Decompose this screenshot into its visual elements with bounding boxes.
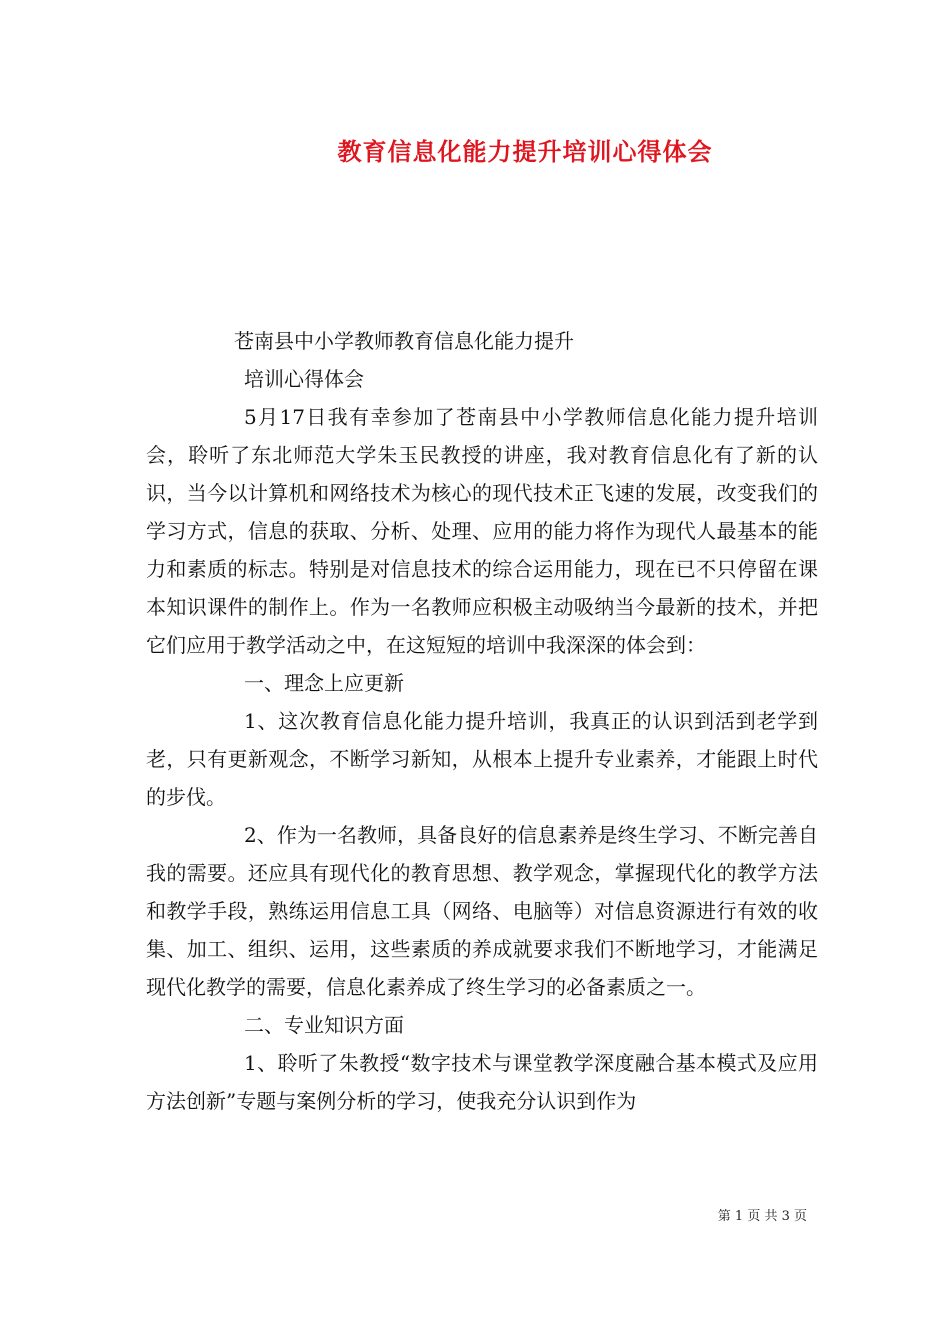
subtitle-line-2: 培训心得体会 (244, 367, 364, 391)
page-number-footer: 第 1 页 共 3 页 (717, 1209, 807, 1224)
section-2-heading: 二、专业知识方面 (244, 1013, 404, 1037)
document-title: 教育信息化能力提升培训心得体会 (337, 137, 713, 166)
paragraph-intro: 5月17日我有幸参加了苍南县中小学教师信息化能力提升培训会，聆听了东北师范大学朱玉民教授的讲座，我对教育信息化有了新的认识，当今以计算机和网络技术为核心的现代技术正飞速的发展，改变我们的学习方式，信息的获取、分析、处理、应用的能力将作为现代人最基本的能力和素质的标志。特别是对信息技术的综合运用能力，现在已不只停留在课本知识课件的制作上。作为一名教师应积极主动吸纳当今最新的技术，并把它们应用于教学活动之中，在这短短的培训中我深深的体会到： (146, 405, 818, 657)
document-body (146, 322, 818, 1120)
section-1-item-2: 2、作为一名教师，具备良好的信息素养是终生学习、不断完善自我的需要。还应具有现代化的教育思想、教学观念，掌握现代化的教学方法和教学手段，熟练运用信息工具（网络、电脑等）对信息资源进行有效的收集、加工、组织、运用，这些素质的养成就要求我们不断地学习，才能满足现代化教学的需要，信息化素养成了终生学习的必备素质之一。 (146, 823, 818, 999)
section-1-item-1: 1、这次教育信息化能力提升培训，我真正的认识到活到老学到老，只有更新观念，不断学习新知，从根本上提升专业素养，才能跟上时代的步伐。 (146, 709, 818, 809)
subtitle-line-1: 苍南县中小学教师教育信息化能力提升 (234, 329, 574, 353)
section-2-item-1: 1、聆听了朱教授“数字技术与课堂教学深度融合基本模式及应用方法创新”专题与案例分析的学习，使我充分认识到作为 (146, 1051, 818, 1113)
section-1-heading: 一、理念上应更新 (244, 671, 404, 695)
